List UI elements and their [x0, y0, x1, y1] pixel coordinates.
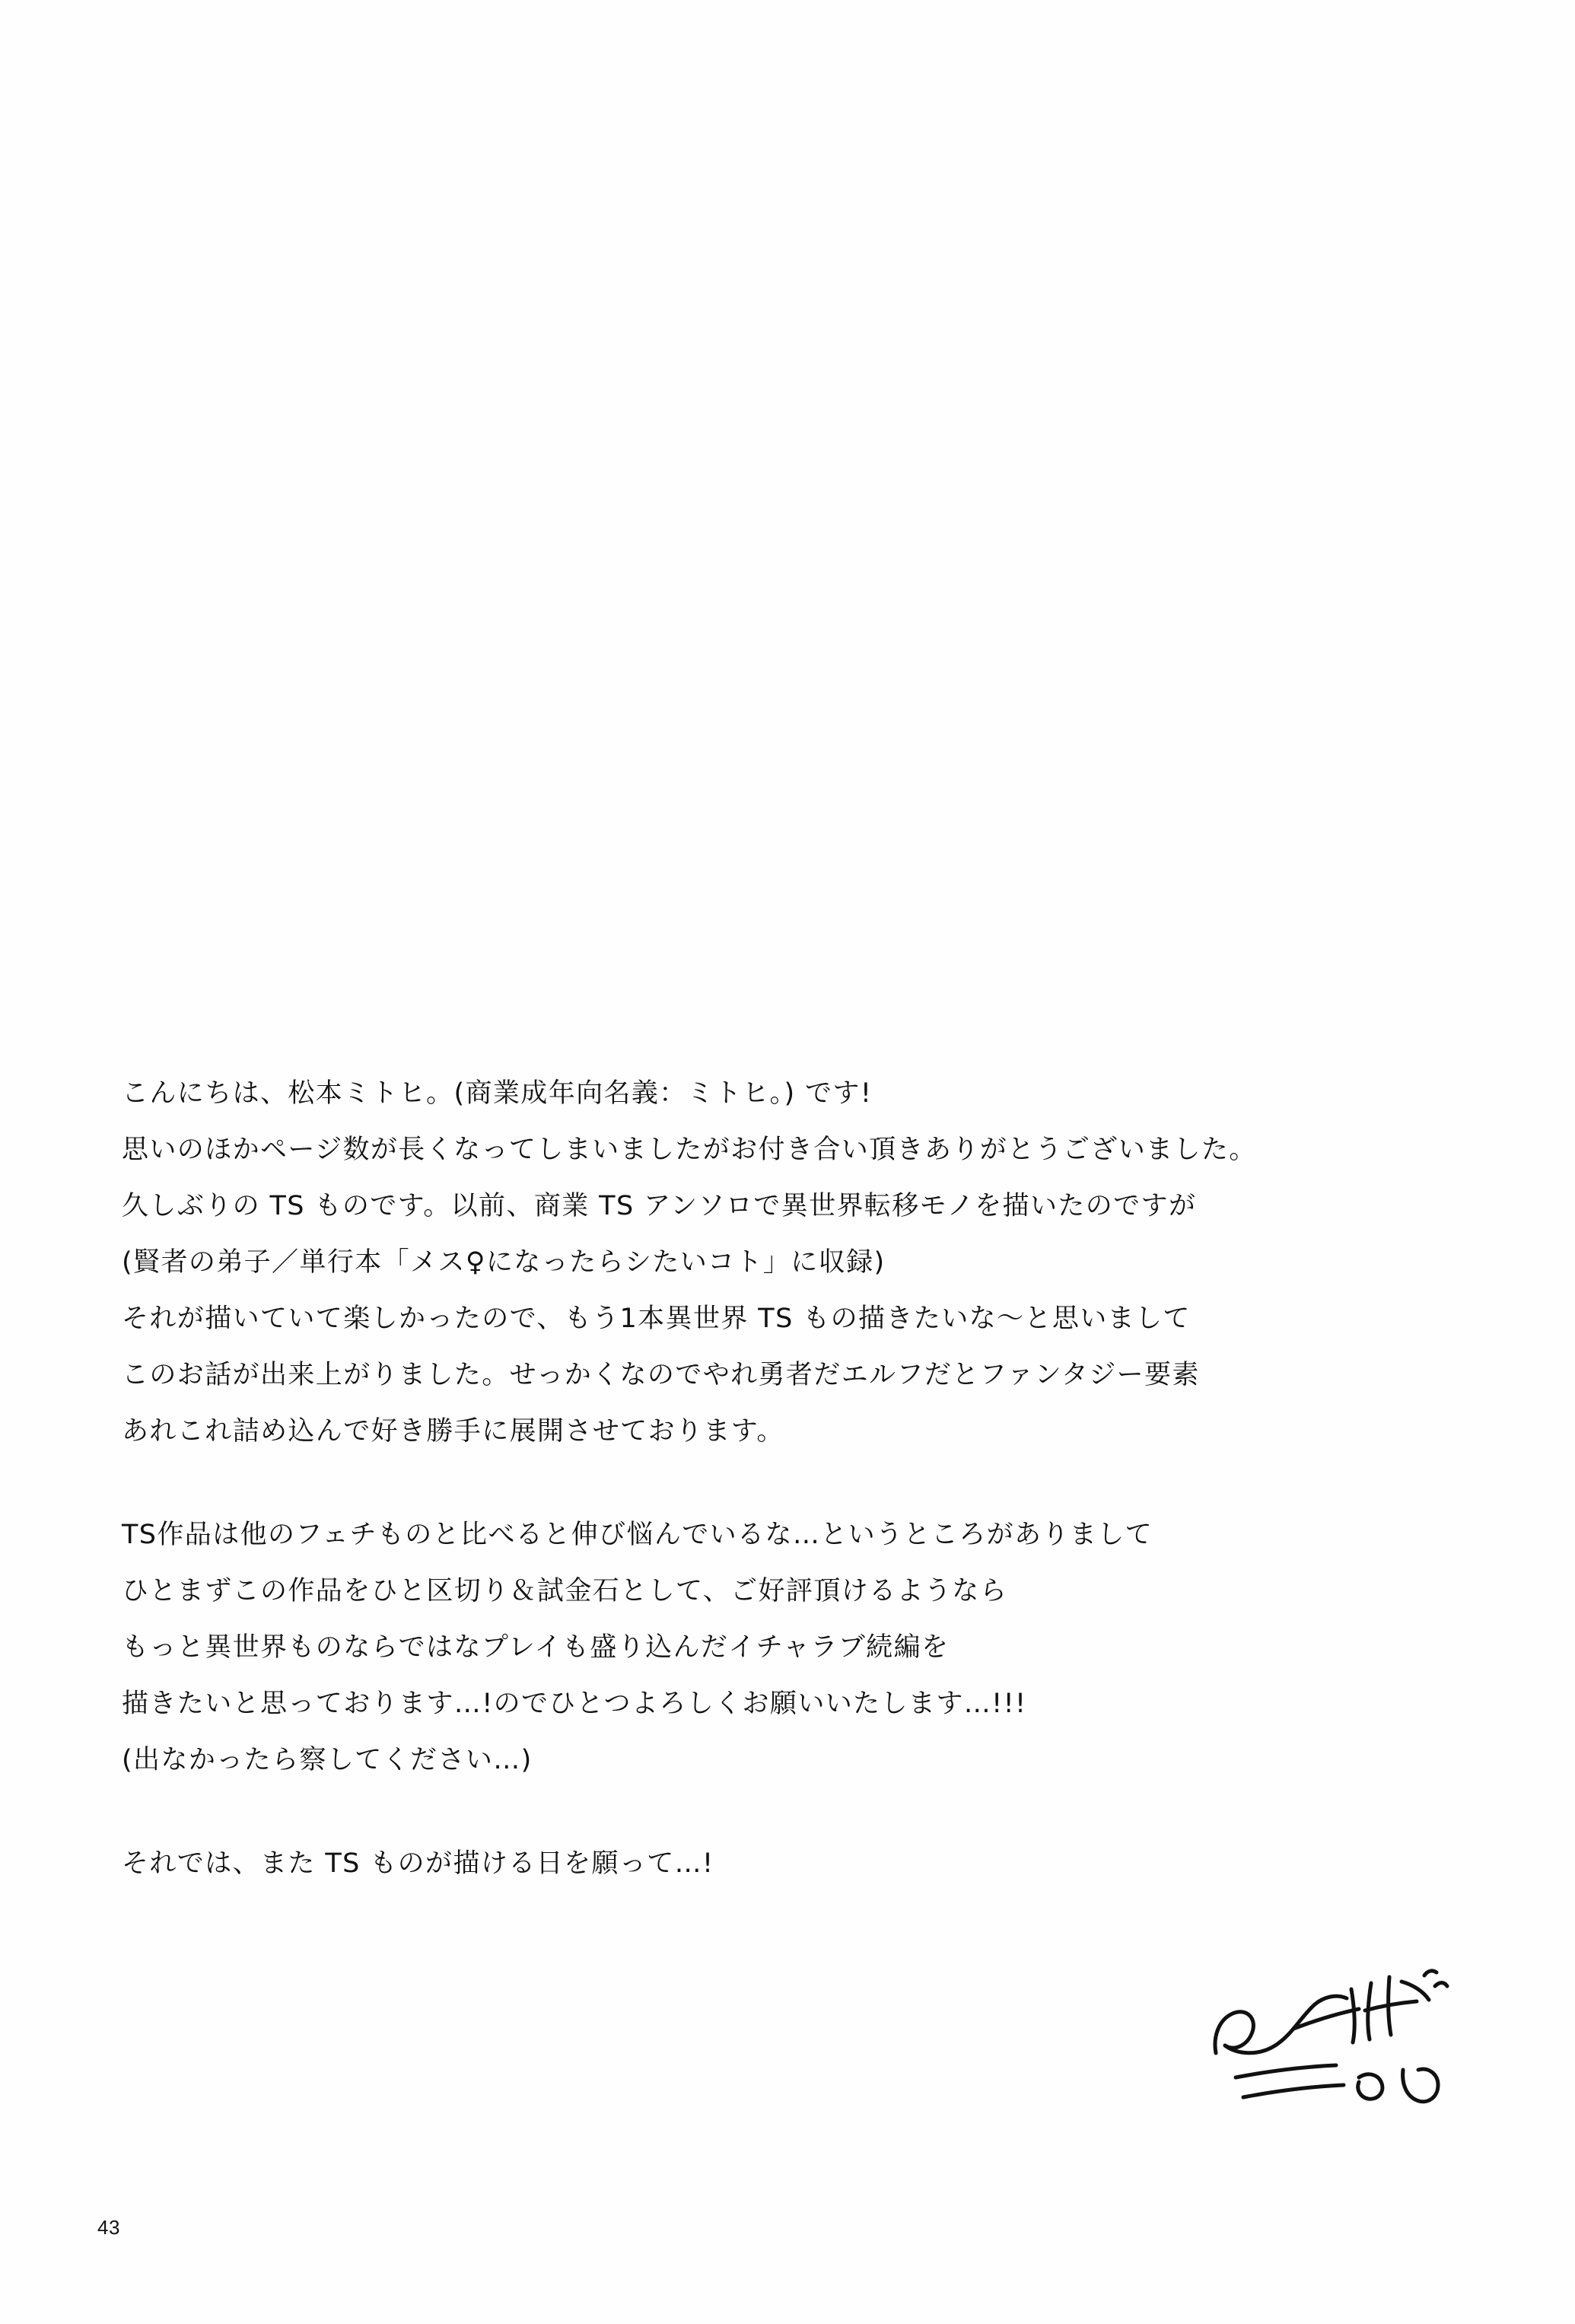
afterword-line: 描きたいと思っております…!のでひとつよろしくお願いいたします…!!!	[122, 1689, 1027, 1719]
afterword-line: (賢者の弟子／単行本「メス♀になったらシたいコト」に収録)	[122, 1247, 886, 1278]
afterword-line: 久しぶりの TS ものです。以前、商業 TS アンソロで異世界転移モノを描いたのですが	[122, 1191, 1197, 1221]
afterword-line: あれこれ詰め込んで好き勝手に展開させております。	[122, 1416, 784, 1447]
afterword-line: (出なかったら察してください…)	[122, 1745, 533, 1775]
afterword-line: TS作品は他のフェチものと比べると伸び悩んでいるな…というところがありまして	[122, 1520, 1153, 1550]
handwritten-signature	[1202, 1963, 1453, 2123]
afterword-line: それでは、また TS ものが描ける日を願って…!	[122, 1848, 714, 1879]
afterword-line: それが描いていて楽しかったので、もう1本異世界 TS もの描きたいな〜と思いまして	[122, 1304, 1191, 1334]
afterword-paragraph-1	[122, 1065, 1461, 1460]
afterword-line: このお話が出来上がりました。せっかくなのでやれ勇者だエルフだとファンタジー要素	[122, 1360, 1200, 1390]
afterword-line: もっと異世界ものならではなプレイも盛り込んだイチャラブ続編を	[122, 1632, 950, 1663]
afterword-paragraph-2	[122, 1507, 1461, 1788]
afterword-paragraph-3	[122, 1835, 1461, 1892]
paragraph-spacer	[122, 1788, 1461, 1835]
afterword-text	[122, 1065, 1461, 1892]
page-number: 43	[97, 2216, 120, 2239]
afterword-line: ひとまずこの作品をひと区切り＆試金石として、ご好評頂けるようなら	[122, 1576, 1008, 1606]
afterword-line: こんにちは、松本ミトヒ。(商業成年向名義：ミトヒ。) です!	[122, 1078, 873, 1109]
paragraph-spacer	[122, 1460, 1461, 1507]
afterword-line: 思いのほかページ数が長くなってしまいましたがお付き合い頂きありがとうございました。	[122, 1135, 1257, 1165]
